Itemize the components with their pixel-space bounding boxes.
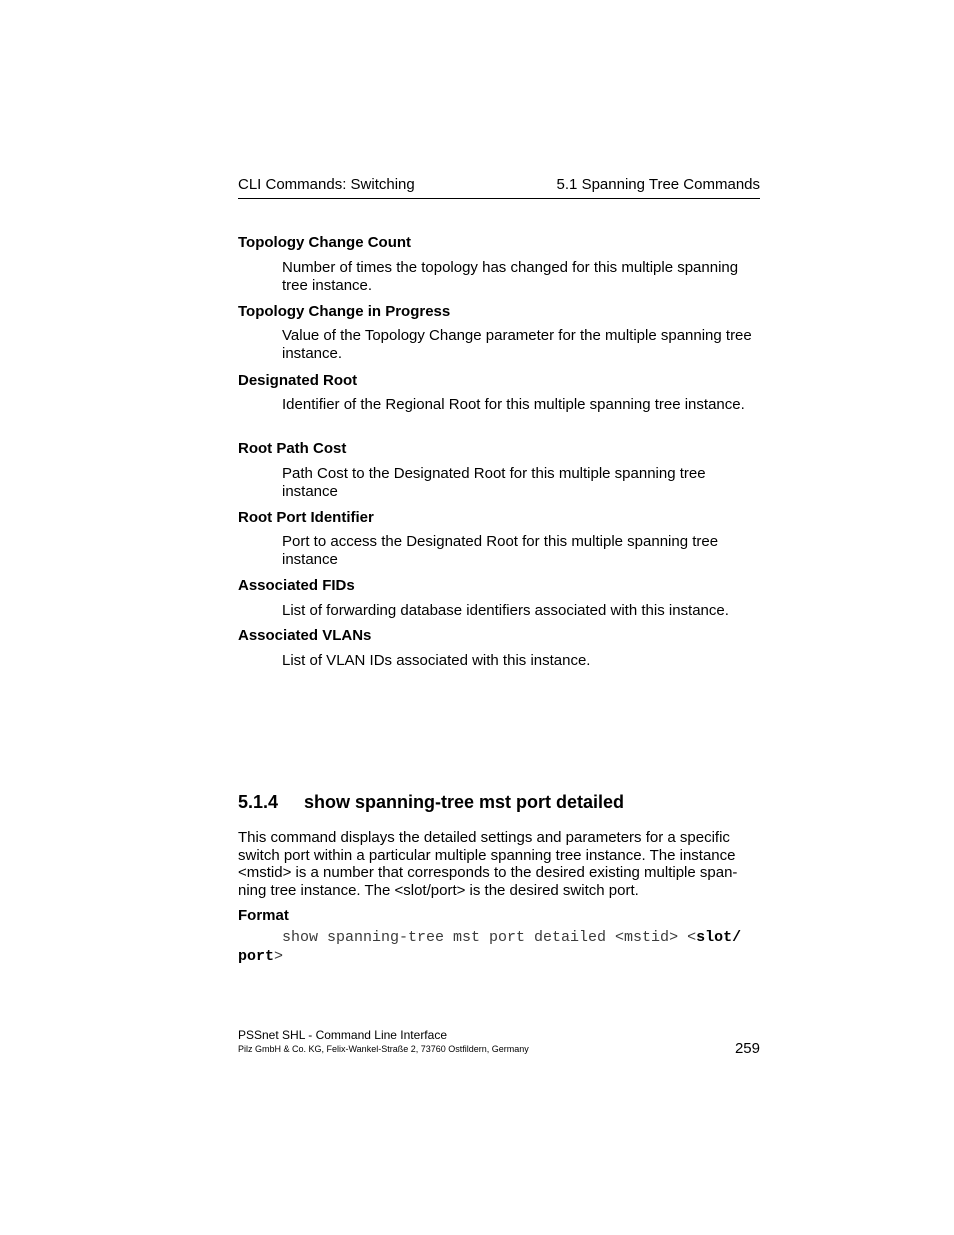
running-header — [238, 176, 760, 199]
format-code-port: port — [238, 948, 275, 965]
definition-term: Root Path Cost — [238, 440, 347, 457]
footer-title: PSSnet SHL - Command Line Interface — [238, 1028, 447, 1042]
definition-term: Topology Change in Progress — [238, 303, 451, 320]
paragraph-line: This command displays the detailed settings and parameters for a specific — [238, 829, 730, 846]
header-chapter: CLI Commands: Switching — [238, 176, 415, 193]
definition-term: Associated VLANs — [238, 627, 372, 644]
page-number: 259 — [734, 1040, 760, 1057]
definition-description: List of VLAN IDs associated with this instance. — [282, 652, 591, 669]
definition-term: Associated FIDs — [238, 577, 355, 594]
format-code-line-1 — [282, 929, 741, 946]
format-code-text: show spanning-tree mst port detailed <mstid> < — [282, 929, 697, 946]
definition-term: Root Port Identifier — [238, 509, 374, 526]
footer-address: Pilz GmbH & Co. KG, Felix-Wankel-Straße 2, 73760 Ostfildern, Germany — [238, 1044, 529, 1054]
section-number: 5.1.4 — [238, 792, 279, 812]
definition-description: List of forwarding database identifiers associated with this instance. — [282, 602, 729, 619]
definition-description: Number of times the topology has changed for this multiple spanning tree instance. — [282, 259, 739, 294]
paragraph-line: ning tree instance. The <slot/port> is the desired switch port. — [238, 882, 639, 900]
paragraph-line: <mstid> is a number that corresponds to the desired existing multiple span- — [238, 864, 738, 882]
format-code-line-2 — [238, 948, 283, 965]
definition-description: Path Cost to the Designated Root for this multiple spanning tree instance — [282, 465, 706, 500]
definition-description: Identifier of the Regional Root for this multiple spanning tree instance. — [282, 396, 745, 413]
paragraph-line: switch port within a particular multiple spanning tree instance. The instance — [238, 846, 736, 864]
format-code-slot: slot/ — [696, 929, 742, 946]
format-code-end: > — [274, 948, 284, 965]
section-heading — [238, 792, 624, 813]
format-label: Format — [238, 907, 289, 924]
definition-description: Port to access the Designated Root for this multiple spanning tree instance — [282, 533, 719, 568]
definition-term: Topology Change Count — [238, 234, 412, 251]
header-section: 5.1 Spanning Tree Commands — [556, 176, 760, 193]
section-paragraph — [238, 829, 760, 900]
definition-term: Designated Root — [238, 372, 358, 389]
definition-description: Value of the Topology Change parameter for the multiple spanning tree instance. — [282, 327, 752, 362]
section-title: show spanning-tree mst port detailed — [304, 792, 625, 812]
